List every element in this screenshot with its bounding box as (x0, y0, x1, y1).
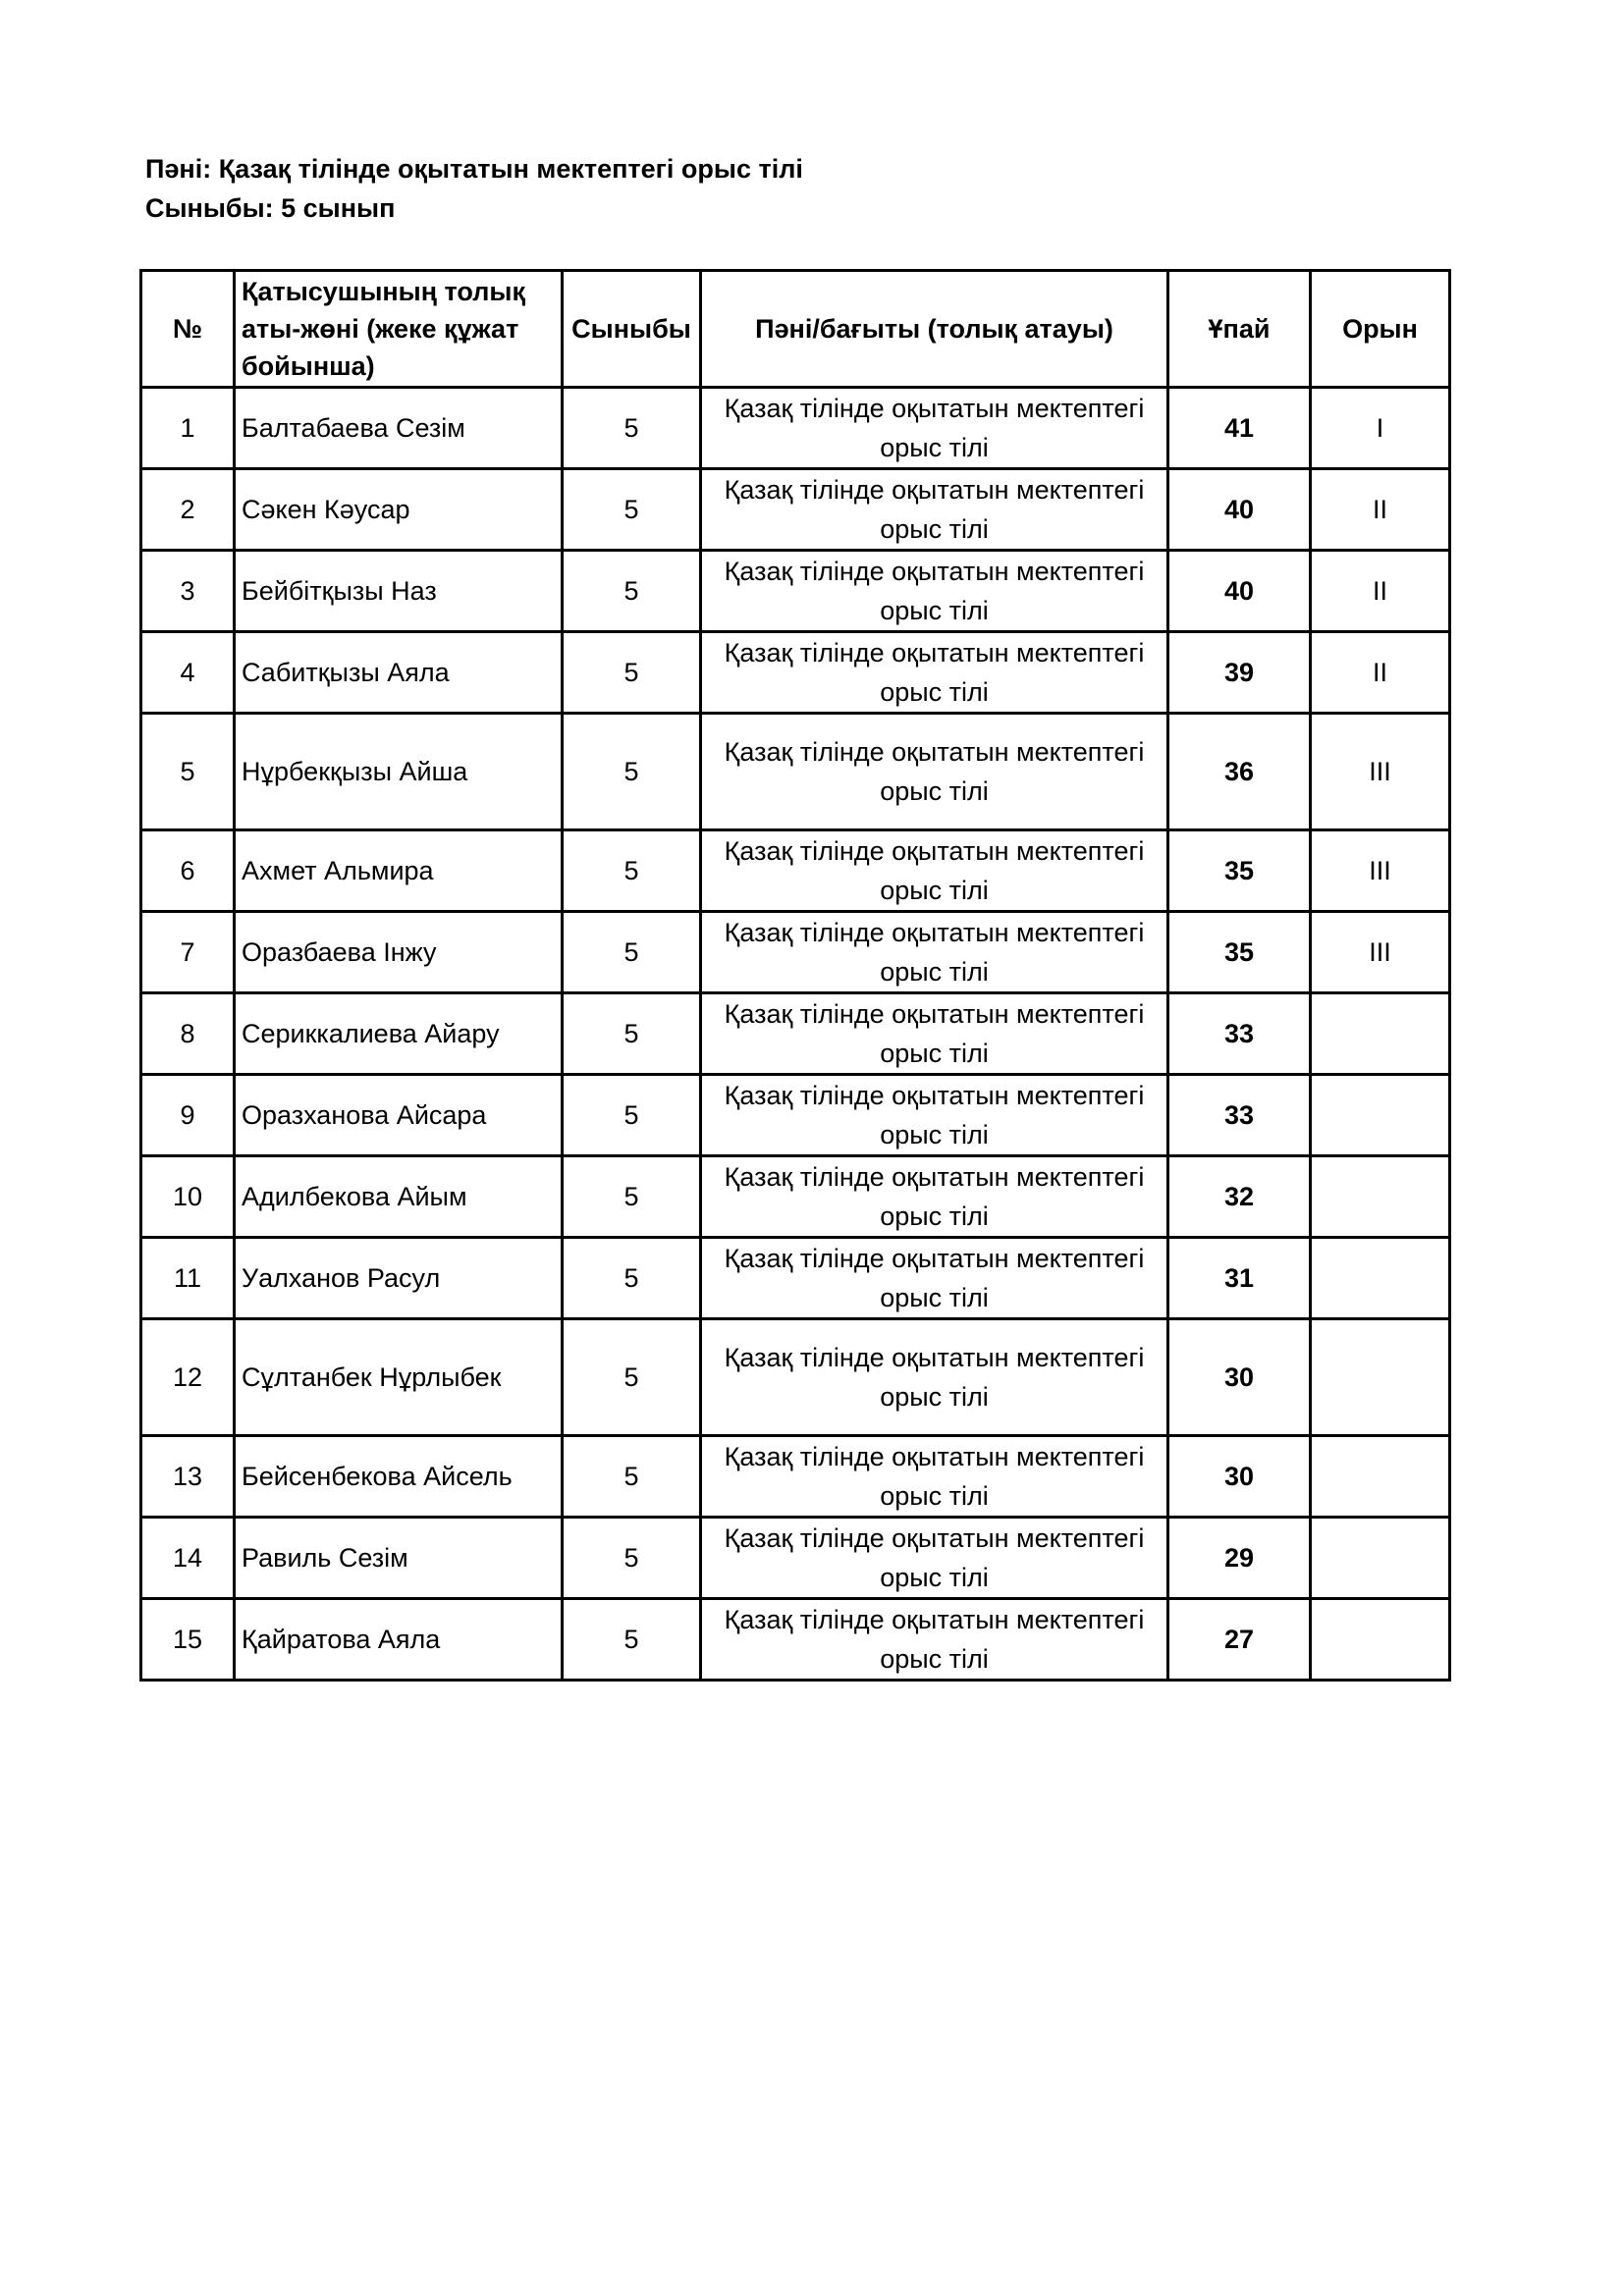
table-row (141, 830, 1450, 912)
cell-place: III (1311, 714, 1450, 830)
cell-name: Сериккалиева Айару (235, 993, 563, 1075)
cell-name: Равиль Сезім (235, 1518, 563, 1599)
cell-num: 14 (141, 1518, 235, 1599)
cell-num: 5 (141, 714, 235, 830)
cell-place (1311, 993, 1450, 1075)
cell-name: Сабитқызы Аяла (235, 632, 563, 714)
table-row (141, 1156, 1450, 1238)
cell-name: Қайратова Аяла (235, 1599, 563, 1681)
cell-name: Нұрбекқызы Айша (235, 714, 563, 830)
cell-class: 5 (563, 993, 701, 1075)
results-table (139, 269, 1451, 1682)
table-row (141, 551, 1450, 632)
subject-line: Пәні: Қазақ тілінде оқытатын мектептегі орыс тілі (145, 154, 803, 184)
cell-score: 31 (1168, 1238, 1311, 1319)
cell-num: 4 (141, 632, 235, 714)
table-row (141, 1599, 1450, 1681)
cell-subject: Қазақ тілінде оқытатын мектептегі орыс тілі (701, 1436, 1168, 1518)
cell-place (1311, 1238, 1450, 1319)
cell-class: 5 (563, 1156, 701, 1238)
cell-score: 30 (1168, 1436, 1311, 1518)
table-row (141, 469, 1450, 551)
cell-class: 5 (563, 551, 701, 632)
cell-subject: Қазақ тілінде оқытатын мектептегі орыс тілі (701, 469, 1168, 551)
cell-num: 10 (141, 1156, 235, 1238)
cell-place (1311, 1518, 1450, 1599)
cell-subject: Қазақ тілінде оқытатын мектептегі орыс тілі (701, 830, 1168, 912)
column-header-subject: Пәні/бағыты (толық атауы) (701, 271, 1168, 388)
table-row (141, 1436, 1450, 1518)
cell-score: 36 (1168, 714, 1311, 830)
cell-class: 5 (563, 632, 701, 714)
document-header (145, 149, 803, 228)
cell-subject: Қазақ тілінде оқытатын мектептегі орыс тілі (701, 632, 1168, 714)
cell-name: Оразханова Айсара (235, 1075, 563, 1156)
cell-num: 13 (141, 1436, 235, 1518)
cell-class: 5 (563, 830, 701, 912)
cell-place: III (1311, 830, 1450, 912)
table-row (141, 912, 1450, 993)
column-header-place: Орын (1311, 271, 1450, 388)
column-header-name: Қатысушының толық аты-жөні (жеке құжат бойынша) (235, 271, 563, 388)
cell-score: 40 (1168, 551, 1311, 632)
table-row (141, 632, 1450, 714)
cell-place (1311, 1319, 1450, 1436)
table-row (141, 1238, 1450, 1319)
cell-class: 5 (563, 1238, 701, 1319)
table-row (141, 1319, 1450, 1436)
cell-class: 5 (563, 1518, 701, 1599)
cell-name: Сұлтанбек Нұрлыбек (235, 1319, 563, 1436)
cell-name: Ахмет Альмира (235, 830, 563, 912)
table-row (141, 388, 1450, 469)
cell-num: 1 (141, 388, 235, 469)
cell-name: Адилбекова Айым (235, 1156, 563, 1238)
cell-score: 39 (1168, 632, 1311, 714)
cell-score: 41 (1168, 388, 1311, 469)
cell-class: 5 (563, 1599, 701, 1681)
table-row (141, 714, 1450, 830)
cell-class: 5 (563, 469, 701, 551)
cell-num: 6 (141, 830, 235, 912)
cell-num: 3 (141, 551, 235, 632)
cell-subject: Қазақ тілінде оқытатын мектептегі орыс тілі (701, 1319, 1168, 1436)
cell-place: II (1311, 551, 1450, 632)
cell-num: 9 (141, 1075, 235, 1156)
cell-class: 5 (563, 388, 701, 469)
cell-subject: Қазақ тілінде оқытатын мектептегі орыс тілі (701, 388, 1168, 469)
cell-class: 5 (563, 1319, 701, 1436)
cell-score: 27 (1168, 1599, 1311, 1681)
cell-num: 8 (141, 993, 235, 1075)
cell-class: 5 (563, 1075, 701, 1156)
cell-name: Оразбаева Інжу (235, 912, 563, 993)
cell-score: 33 (1168, 993, 1311, 1075)
cell-name: Бейсенбекова Айсель (235, 1436, 563, 1518)
cell-subject: Қазақ тілінде оқытатын мектептегі орыс тілі (701, 1518, 1168, 1599)
cell-score: 35 (1168, 912, 1311, 993)
cell-place: II (1311, 632, 1450, 714)
cell-place: II (1311, 469, 1450, 551)
cell-class: 5 (563, 1436, 701, 1518)
cell-subject: Қазақ тілінде оқытатын мектептегі орыс тілі (701, 993, 1168, 1075)
cell-subject: Қазақ тілінде оқытатын мектептегі орыс тілі (701, 912, 1168, 993)
table-row (141, 1518, 1450, 1599)
cell-place (1311, 1156, 1450, 1238)
cell-subject: Қазақ тілінде оқытатын мектептегі орыс тілі (701, 551, 1168, 632)
cell-place: III (1311, 912, 1450, 993)
table-header-row (141, 271, 1450, 388)
cell-name: Уалханов Расул (235, 1238, 563, 1319)
cell-score: 30 (1168, 1319, 1311, 1436)
cell-subject: Қазақ тілінде оқытатын мектептегі орыс тілі (701, 1156, 1168, 1238)
cell-class: 5 (563, 714, 701, 830)
cell-num: 7 (141, 912, 235, 993)
cell-score: 29 (1168, 1518, 1311, 1599)
cell-name: Бейбітқызы Наз (235, 551, 563, 632)
cell-place (1311, 1436, 1450, 1518)
class-line: Сыныбы: 5 сынып (145, 193, 396, 223)
cell-num: 15 (141, 1599, 235, 1681)
table-row (141, 993, 1450, 1075)
cell-score: 33 (1168, 1075, 1311, 1156)
cell-num: 2 (141, 469, 235, 551)
cell-subject: Қазақ тілінде оқытатын мектептегі орыс тілі (701, 1075, 1168, 1156)
column-header-class: Сыныбы (563, 271, 701, 388)
cell-subject: Қазақ тілінде оқытатын мектептегі орыс тілі (701, 1238, 1168, 1319)
cell-num: 12 (141, 1319, 235, 1436)
cell-class: 5 (563, 912, 701, 993)
cell-score: 32 (1168, 1156, 1311, 1238)
cell-score: 40 (1168, 469, 1311, 551)
cell-place: I (1311, 388, 1450, 469)
cell-place (1311, 1075, 1450, 1156)
cell-subject: Қазақ тілінде оқытатын мектептегі орыс тілі (701, 1599, 1168, 1681)
cell-name: Сәкен Кәусар (235, 469, 563, 551)
cell-num: 11 (141, 1238, 235, 1319)
column-header-score: Ұпай (1168, 271, 1311, 388)
table-row (141, 1075, 1450, 1156)
cell-name: Балтабаева Сезім (235, 388, 563, 469)
column-header-num: № (141, 271, 235, 388)
cell-score: 35 (1168, 830, 1311, 912)
cell-subject: Қазақ тілінде оқытатын мектептегі орыс тілі (701, 714, 1168, 830)
cell-place (1311, 1599, 1450, 1681)
